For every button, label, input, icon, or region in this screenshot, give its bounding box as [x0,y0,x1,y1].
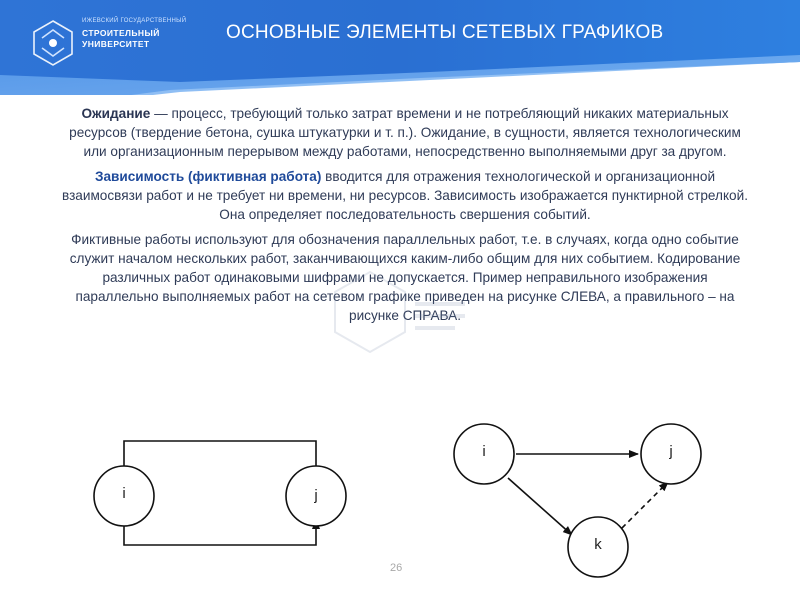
right-dashed-arrow-k-j [622,482,668,528]
right-arrow-i-k [508,478,572,535]
right-node-j-label: j [669,443,673,460]
left-node-j-label: j [314,487,318,504]
logo-caption: ИЖЕВСКИЙ ГОСУДАРСТВЕННЫЙ [82,18,187,24]
paragraph-dependency-text: вводится для отражения технологической и организационной взаимосвязи работ и не требует ни времени, ни ресурсов. Зависимость изображается пунктирной стрелкой. Она определяет последовательность свершения событий. [62,169,748,222]
logo-name-line1: СТРОИТЕЛЬНЫЙ [82,28,160,38]
slide-title: ОСНОВНЫЕ ЭЛЕМЕНТЫ СЕТЕВЫХ ГРАФИКОВ [226,22,664,43]
paragraph-fictitious-works: Фиктивные работы используют для обозначения параллельных работ, т.е. в случаях, когда одно событие служит началом нескольких работ, заканчивающихся каким-либо общим для них событием. Кодирование различных работ одинаковыми шифрами не допускается. Пример неправильного изображения параллельно выполняемых работ на сетевом графике приведен на рисунке СЛЕВА, а правильного – на рисунке СПРАВА. [69,232,741,323]
page-number: 26 [390,562,403,574]
term-waiting: Ожидание [81,106,151,121]
right-node-k-label: k [594,536,602,553]
left-arrow-top [124,441,316,476]
right-node-i-label: i [482,443,486,460]
paragraph-waiting-text: — процесс, требующий только затрат времени и не потребляющий никаких материальных ресурсов (твердение бетона, сушка штукатурки и т. п.). Ожидание, в сущности, является технологическим или организационным перерывом между работами, непосредственно выполняемыми друг за другом. [69,106,741,159]
logo-name-line2: УНИВЕРСИТЕТ [82,39,150,49]
term-dependency: Зависимость (фиктивная работа) [94,169,322,184]
left-node-i-label: i [122,485,126,502]
left-arrow-bottom [124,520,316,545]
